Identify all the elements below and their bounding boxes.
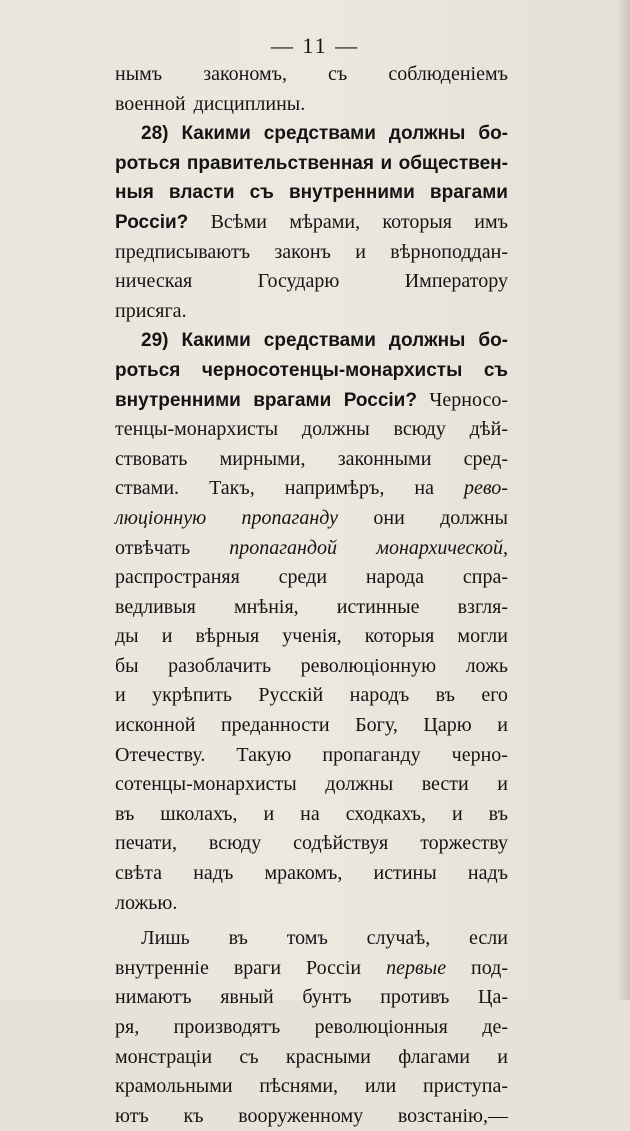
text-word: черносотенцы-монархисты — [201, 359, 463, 381]
text-word: Какими — [181, 123, 251, 145]
text-line — [115, 297, 508, 327]
text-word: бы — [115, 654, 139, 677]
text-word: сотенцы-монархисты — [115, 773, 297, 796]
text-word: внутренними — [115, 389, 241, 411]
text-word: печати, — [115, 832, 177, 855]
text-word: и — [161, 625, 173, 648]
body-text — [115, 60, 508, 1131]
text-word: производятъ — [173, 1016, 281, 1038]
text-word: Россіи — [306, 956, 362, 979]
text-word: народъ — [349, 684, 410, 707]
text-word: преданности — [220, 714, 330, 737]
text-word: Россіи? — [343, 389, 417, 411]
text-word: среди — [278, 566, 328, 589]
text-word: крамольными — [115, 1075, 233, 1098]
text-word: могли — [457, 625, 508, 648]
text-word: мѣрами, — [289, 210, 361, 233]
text-line — [115, 859, 508, 889]
text-line — [115, 149, 508, 179]
text-word: надъ — [467, 862, 508, 885]
text-word: спра- — [462, 566, 508, 589]
text-word: ствовать — [115, 447, 188, 470]
text-word: врагами — [253, 389, 332, 411]
text-word: революціонную — [300, 654, 437, 677]
text-word: торжеству — [420, 832, 508, 855]
text-word: и — [380, 152, 393, 174]
text-line — [115, 356, 508, 386]
text-word: взгля- — [457, 595, 508, 618]
text-word: мракомъ, — [264, 862, 343, 885]
text-word: распространяя — [115, 566, 240, 589]
text-word: враги — [233, 956, 282, 979]
text-word: въ — [115, 802, 135, 825]
text-word: случаѣ, — [366, 927, 431, 950]
text-word: вооруженному — [238, 1104, 364, 1127]
text-line — [115, 924, 508, 954]
text-word: первые — [386, 956, 447, 979]
text-word: всюду — [393, 418, 446, 441]
text-line — [115, 1013, 508, 1043]
text-line — [115, 386, 508, 416]
text-word: нимаютъ — [115, 986, 192, 1009]
text-line — [115, 208, 508, 238]
text-word: предписываютъ — [115, 240, 251, 263]
text-line — [115, 681, 508, 711]
text-word: законными — [337, 447, 432, 470]
text-word: отвѣчать — [115, 536, 191, 559]
text-word: истины — [373, 862, 437, 885]
text-word: имъ — [474, 210, 508, 233]
text-word: средствами — [263, 123, 376, 145]
text-word: под- — [471, 956, 508, 979]
text-word: приступа- — [422, 1075, 508, 1098]
text-word: ническая — [115, 270, 193, 293]
text-word: разоблачить — [168, 654, 272, 677]
text-word: вѣрныя — [195, 625, 260, 648]
text-line — [115, 563, 508, 593]
text-line — [115, 267, 508, 297]
text-word: которыя — [382, 210, 452, 233]
text-word: ствами. — [115, 477, 180, 500]
text-word: Всѣми — [210, 210, 268, 233]
text-line — [115, 983, 508, 1013]
text-word: на — [414, 477, 434, 500]
text-word: въ — [435, 684, 455, 707]
text-word: должны — [440, 506, 508, 529]
text-word: правительственная — [186, 152, 374, 174]
text-word: съ — [328, 63, 348, 85]
text-word: нымъ — [115, 63, 163, 85]
text-word: Какими — [181, 330, 251, 352]
text-word: и — [451, 802, 463, 825]
text-word: если — [469, 927, 508, 950]
text-word: ложь — [465, 654, 508, 677]
text-word: напримѣръ, — [284, 477, 385, 500]
text-word: мнѣнія, — [233, 595, 299, 618]
text-line — [115, 445, 508, 475]
text-word: съ — [483, 359, 508, 381]
text-word: 29) — [141, 330, 169, 352]
text-word: люціонную — [115, 506, 207, 529]
text-word: исконной — [115, 714, 196, 737]
text-word: и — [497, 714, 508, 737]
text-line — [115, 652, 508, 682]
text-line — [115, 711, 508, 741]
text-word: бунтъ — [302, 986, 352, 1009]
text-word: Императору — [404, 270, 508, 293]
text-word: Россіи? — [115, 211, 189, 233]
text-word: пропаганду — [241, 506, 339, 529]
text-word: къ — [183, 1104, 204, 1127]
text-word: свѣта — [115, 862, 163, 885]
text-word: ютъ — [115, 1104, 149, 1127]
text-word: народа — [365, 566, 424, 589]
text-word: роться — [115, 152, 181, 174]
text-word: въ — [488, 802, 508, 825]
text-word: роться — [115, 359, 181, 381]
text-word: ныя — [115, 182, 154, 204]
text-word: Такую — [236, 743, 292, 766]
text-line — [115, 415, 508, 445]
text-word: и — [115, 684, 126, 707]
text-word: его — [481, 684, 508, 707]
page-spine-shadow — [616, 0, 630, 1000]
text-word: должны — [388, 123, 466, 145]
text-word: всюду — [208, 832, 262, 855]
text-line — [115, 622, 508, 652]
text-line — [115, 326, 508, 356]
text-word: сходкахъ, — [345, 802, 427, 825]
text-line — [115, 889, 508, 919]
text-line — [115, 954, 508, 984]
text-word: врагами — [429, 182, 508, 204]
text-word: соблюденіемъ — [388, 63, 508, 85]
text-word: бо- — [478, 330, 508, 352]
text-word: возстанію,— — [397, 1104, 508, 1127]
text-word: рево- — [464, 477, 508, 500]
text-word: Русскій — [258, 684, 324, 707]
text-word: должны — [325, 773, 394, 796]
text-word: съ — [239, 1045, 259, 1068]
text-word: внутренними — [288, 182, 415, 204]
text-line — [115, 90, 508, 120]
text-word: тенцы-монархисты — [115, 418, 279, 441]
text-word: законъ — [274, 240, 331, 263]
text-word: бо- — [478, 123, 508, 145]
text-word: закономъ, — [203, 63, 287, 85]
text-line — [115, 178, 508, 208]
text-word: въ — [228, 927, 248, 950]
text-line — [115, 770, 508, 800]
text-word: школахъ, — [160, 802, 238, 825]
text-word: Черносо- — [429, 388, 508, 411]
text-word: укрѣпить — [152, 684, 232, 707]
text-word: которыя — [364, 625, 435, 648]
text-word: ды — [115, 625, 139, 648]
text-word: Ца- — [478, 986, 508, 1009]
text-word: флагами — [398, 1045, 470, 1068]
text-word: противъ — [380, 986, 450, 1009]
text-word: Государю — [257, 270, 340, 293]
text-word: 28) — [141, 123, 169, 145]
text-word: вести — [421, 773, 469, 796]
text-word: ложью. — [115, 891, 178, 914]
text-line — [115, 1072, 508, 1102]
text-line — [115, 534, 508, 564]
text-word: должны — [388, 330, 466, 352]
text-word: красными — [285, 1045, 371, 1068]
text-line — [115, 593, 508, 623]
text-line — [115, 1043, 508, 1073]
text-word: дисциплины. — [193, 92, 306, 115]
text-word: дѣй- — [469, 418, 508, 441]
text-word: пропагандой — [229, 536, 338, 559]
text-word: съ — [249, 182, 274, 204]
text-word: и — [497, 773, 508, 796]
text-line — [115, 829, 508, 859]
text-word: мирными, — [219, 447, 306, 470]
text-word: Отечеству. — [115, 743, 206, 766]
text-word: они — [373, 506, 405, 529]
text-word: сред- — [463, 447, 508, 470]
text-word: революціонныя — [314, 1016, 448, 1038]
text-word: на — [300, 802, 320, 825]
text-word: ученія, — [282, 625, 342, 648]
text-word: черно- — [451, 743, 508, 766]
text-line — [115, 1102, 508, 1131]
text-word: Богу, — [355, 714, 398, 737]
text-word: содѣйствуя — [293, 832, 389, 855]
text-word: или — [364, 1075, 397, 1098]
text-word: власти — [168, 182, 235, 204]
text-word: монстраціи — [115, 1045, 213, 1068]
text-word: монархической, — [376, 536, 508, 559]
text-line — [115, 800, 508, 830]
text-line — [115, 119, 508, 149]
text-line — [115, 504, 508, 534]
text-word: средствами — [263, 330, 376, 352]
text-word: надъ — [193, 862, 234, 885]
text-word: пѣснями, — [259, 1075, 339, 1098]
text-line — [115, 60, 508, 90]
text-word: и — [263, 802, 275, 825]
text-word: вѣрноподдан- — [390, 240, 508, 263]
text-word: и — [497, 1045, 508, 1068]
text-word: пропаганду — [322, 743, 421, 766]
text-word: истинные — [336, 595, 420, 618]
text-word: Лишь — [141, 927, 190, 950]
text-word: и — [355, 240, 366, 263]
text-word: ведливыя — [115, 595, 196, 618]
text-line — [115, 238, 508, 268]
text-word: внутренніе — [115, 956, 209, 979]
text-word: присяга. — [115, 299, 187, 322]
text-word: ря, — [115, 1016, 140, 1038]
text-word: военной — [115, 92, 186, 115]
text-word: Царю — [423, 714, 472, 737]
text-word: томъ — [286, 927, 328, 950]
text-word: Такъ, — [209, 477, 255, 500]
text-word: явный — [220, 986, 274, 1009]
text-word: обществен- — [398, 152, 508, 174]
text-word: де- — [482, 1016, 508, 1038]
text-line — [115, 741, 508, 771]
text-word: должны — [301, 418, 370, 441]
text-line — [115, 474, 508, 504]
page-number: — 11 — — [270, 33, 360, 58]
